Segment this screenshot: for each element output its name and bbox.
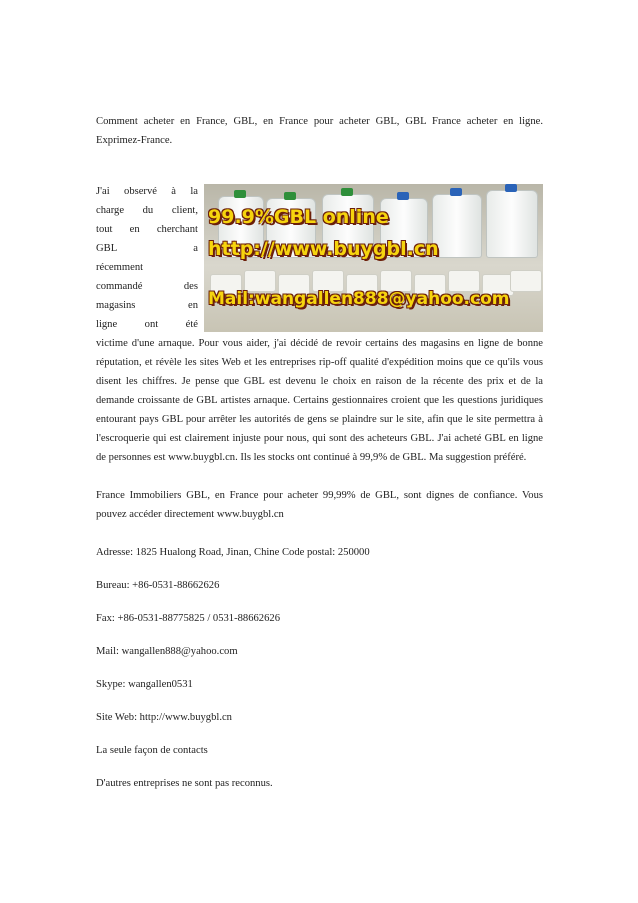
bottle-cap-shape — [505, 184, 517, 192]
body-paragraph: victime d'une arnaque. Pour vous aider, j'ai décidé de revoir certains des magasins en ligne de bonne réputation, et révèle les sites Web et les entreprises rip-off qualité d'expédition moins que ce qu'ils vous disent les chiffres. Je pense que GBL est devenu le choix en raison de la récente des prix et de la demande croissante de GBL artistes arnaque. Certains gestionnaires croient que les questions juridiques entourant pays GBL pour arrêter les autorités de gens se plaindre sur le site, afin que le site permettra à l'escroquerie qui est clairement injuste pour nous, qui sont des acheteurs GBL. J'ai acheté GBL en ligne de personnes est www.buygbl.cn. Ils les stocks ont continué à 99,9% de GBL. Ma suggestion préféré. — [96, 338, 543, 463]
wrapped-line: commandé des — [96, 281, 198, 292]
bottle-cap-shape — [450, 188, 462, 196]
wrapped-line: GBL a — [96, 243, 198, 254]
powder-bag-shape — [510, 270, 542, 292]
overlay-email: Mail:wangallen888@yahoo.com — [208, 289, 510, 309]
website-line: Site Web: http://www.buygbl.cn — [96, 712, 232, 723]
trust-paragraph: France Immobiliers GBL, en France pour acheter 99,99% de GBL, sont dignes de confiance. Vous pouvez accéder directement www.buygbl.cn — [96, 490, 543, 520]
fax-line: Fax: +86-0531-88775825 / 0531-88662626 — [96, 613, 280, 624]
intro-paragraph: Comment acheter en France, GBL, en France pour acheter GBL, GBL France acheter en ligne. Exprimez-France. — [96, 116, 543, 146]
wrapped-line: magasins en — [96, 300, 198, 311]
disclaimer-line: D'autres entreprises ne sont pas reconnus. — [96, 778, 273, 789]
wrapped-line: récemment — [96, 262, 144, 273]
wrapped-text — [96, 182, 198, 334]
bottle-cap-shape — [341, 188, 353, 196]
wrapped-line: tout en cherchant — [96, 224, 198, 235]
skype-line: Skype: wangallen0531 — [96, 679, 193, 690]
image-wrap-section — [96, 182, 543, 334]
product-photo — [204, 184, 543, 332]
office-phone-line: Bureau: +86-0531-88662626 — [96, 580, 220, 591]
bottle-cap-shape — [284, 192, 296, 200]
bottle-shape — [486, 190, 538, 258]
mail-line: Mail: wangallen888@yahoo.com — [96, 646, 238, 657]
wrapped-line: charge du client, — [96, 205, 198, 216]
wrapped-line: ligne ont été — [96, 319, 198, 330]
overlay-title: 99.9%GBL online — [208, 206, 389, 228]
wrapped-line: J'ai observé à la — [96, 186, 198, 197]
overlay-url: http://www.buygbl.cn — [208, 238, 439, 260]
only-contact-line: La seule façon de contacts — [96, 745, 208, 756]
address-line: Adresse: 1825 Hualong Road, Jinan, Chine Code postal: 250000 — [96, 547, 370, 558]
bottle-cap-shape — [234, 190, 246, 198]
bottle-shape — [432, 194, 482, 258]
document-body — [96, 112, 543, 793]
bottle-cap-shape — [397, 192, 409, 200]
